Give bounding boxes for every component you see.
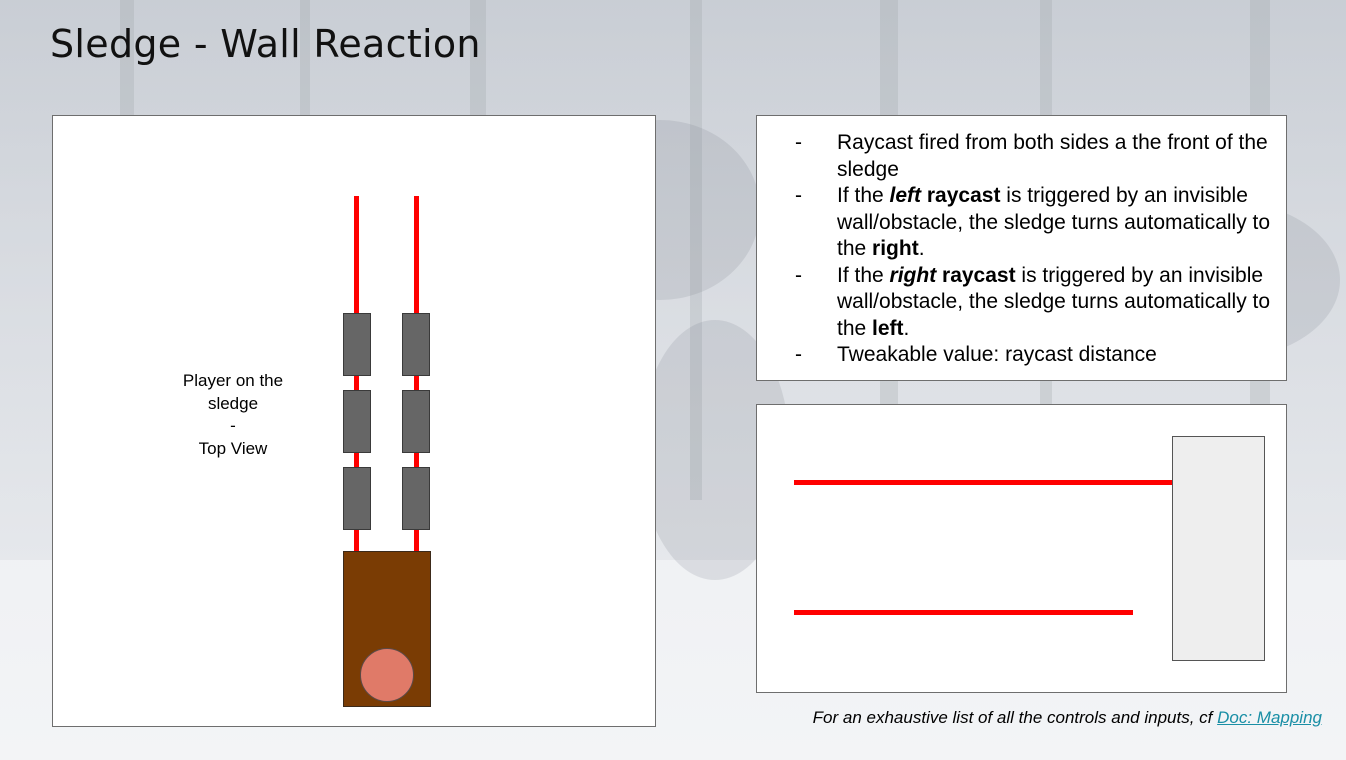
bullet-item <box>757 130 1274 183</box>
bullet-text: is triggered by an invisible wall/obstacle, the sledge turns automatically to the <box>837 184 1271 260</box>
bullet-text: If the <box>837 263 890 287</box>
bullet-dash: - <box>795 263 802 287</box>
sledge-top-view-panel <box>52 115 656 727</box>
slide-title: Sledge - Wall Reaction <box>50 22 481 66</box>
bullet-dash: - <box>795 131 802 154</box>
bullet-text: is triggered by an invisible wall/obstacle, the sledge turns automatically to the <box>837 263 1271 340</box>
sledge-body <box>343 551 431 707</box>
dog-right-1 <box>402 313 430 376</box>
bullet-item <box>757 263 1274 343</box>
invisible-wall <box>1172 436 1265 661</box>
bullet-text: left <box>889 184 922 207</box>
footnote-text: For an exhaustive list of all the controls and inputs, cf <box>812 708 1218 727</box>
label-line: - <box>230 416 236 435</box>
bullet-item <box>757 342 1274 369</box>
bullet-text: raycast <box>942 263 1016 287</box>
dog-left-1 <box>343 313 371 376</box>
wall-reaction-diagram <box>756 404 1287 693</box>
bullet-dash: - <box>795 343 802 366</box>
footnote <box>760 708 1322 728</box>
bullet-text: Raycast fired from both sides a the front of the sledge <box>837 131 1268 181</box>
bullet-text: right <box>889 263 937 287</box>
bullet-list <box>757 116 1286 369</box>
label-line: Top View <box>198 438 268 458</box>
player-view-label <box>133 370 333 460</box>
bullet-text: left <box>872 316 904 340</box>
bullet-text: raycast <box>926 184 1001 207</box>
label-line: Player on the <box>182 371 284 390</box>
lower-raycast-line <box>794 610 1133 615</box>
description-panel <box>756 115 1287 381</box>
bullet-text: If the <box>837 184 890 207</box>
dog-right-2 <box>402 390 430 453</box>
bullet-dash: - <box>795 184 802 207</box>
bullet-text: right <box>872 237 919 260</box>
bullet-text: . <box>903 316 910 340</box>
player-marker <box>360 648 414 702</box>
bullet-text: . <box>918 237 925 260</box>
dog-left-3 <box>343 467 371 530</box>
bullet-text: Tweakable value: raycast distance <box>837 343 1157 366</box>
label-line: sledge <box>207 393 259 413</box>
doc-mapping-link[interactable]: Doc: Mapping <box>1217 708 1322 727</box>
upper-raycast-line <box>794 480 1173 485</box>
dog-right-3 <box>402 467 430 530</box>
bullet-item <box>757 183 1274 263</box>
dog-left-2 <box>343 390 371 453</box>
